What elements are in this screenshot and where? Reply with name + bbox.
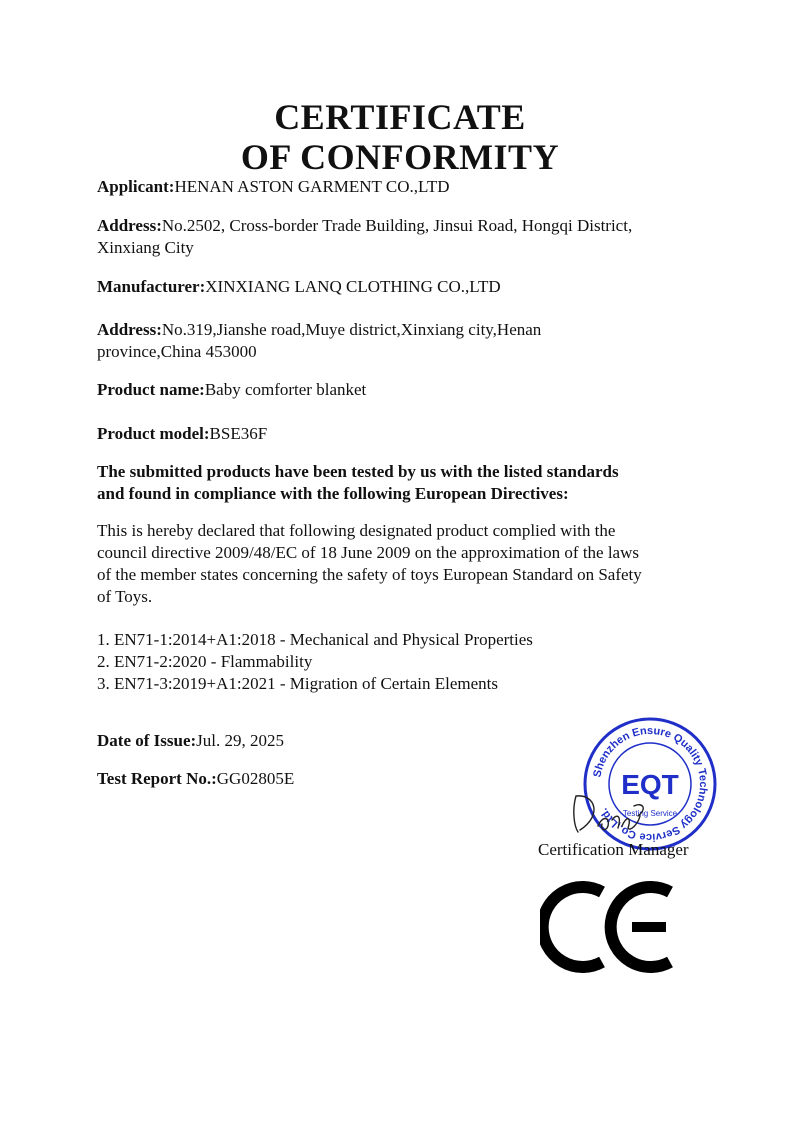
ce-mark <box>540 880 680 974</box>
manufacturer-row <box>97 276 717 298</box>
product-model-row <box>97 423 717 445</box>
declaration-line-4: of Toys. <box>97 587 153 606</box>
product-name-row <box>97 379 717 401</box>
manufacturer-address-row <box>97 319 717 341</box>
manufacturer-label: Manufacturer: <box>97 277 206 296</box>
manufacturer-address-line-2: province,China 453000 <box>97 342 257 361</box>
certification-manager-label: Certification Manager <box>538 840 689 859</box>
applicant-address-row <box>97 215 717 237</box>
declaration-line-1: This is hereby declared that following designated product complied with the <box>97 521 616 540</box>
stamp-ring-text: Shenzhen Ensure Quality Technology Service Co.,Ltd. <box>591 724 710 844</box>
compliance-statement-line-1: The submitted products have been tested by us with the listed standards <box>97 462 619 481</box>
test-report-label: Test Report No.: <box>97 769 217 788</box>
applicant-address-line-1: No.2502, Cross-border Trade Building, Jinsui Road, Hongqi District, <box>161 216 633 235</box>
manufacturer-value: XINXIANG LANQ CLOTHING CO.,LTD <box>205 277 501 296</box>
declaration-line-3: of the member states concerning the safety of toys European Standard on Safety <box>97 565 642 584</box>
date-of-issue-label: Date of Issue: <box>97 731 197 750</box>
applicant-label: Applicant: <box>97 177 175 196</box>
standard-item-1: 1. EN71-1:2014+A1:2018 - Mechanical and Physical Properties <box>97 630 533 649</box>
product-model-label: Product model: <box>97 424 210 443</box>
product-model-value: BSE36F <box>209 424 268 443</box>
stamp-bottom-text: Testing Service <box>622 809 678 818</box>
compliance-statement-line-2: and found in compliance with the following European Directives: <box>97 484 569 503</box>
applicant-address-label: Address: <box>97 216 162 235</box>
test-report-value: GG02805E <box>216 769 295 788</box>
standard-item-2: 2. EN71-2:2020 - Flammability <box>97 652 313 671</box>
manufacturer-address-line-1: No.319,Jianshe road,Muye district,Xinxiang city,Henan <box>161 320 542 339</box>
declaration-line-2: council directive 2009/48/EC of 18 June 2009 on the approximation of the laws <box>97 543 639 562</box>
title-line-1: CERTIFICATE <box>274 97 526 137</box>
product-name-value: Baby comforter blanket <box>204 380 367 399</box>
stamp-logo: EQT <box>621 769 679 800</box>
applicant-row <box>97 176 717 198</box>
date-of-issue-value: Jul. 29, 2025 <box>196 731 284 750</box>
manufacturer-address-label: Address: <box>97 320 162 339</box>
handwritten-signature <box>562 786 652 838</box>
applicant-value: HENAN ASTON GARMENT CO.,LTD <box>174 177 450 196</box>
product-name-label: Product name: <box>97 380 205 399</box>
standard-item-3: 3. EN71-3:2019+A1:2021 - Migration of Certain Elements <box>97 674 498 693</box>
applicant-address-line-2: Xinxiang City <box>97 238 194 257</box>
title-line-2: OF CONFORMITY <box>240 137 560 177</box>
